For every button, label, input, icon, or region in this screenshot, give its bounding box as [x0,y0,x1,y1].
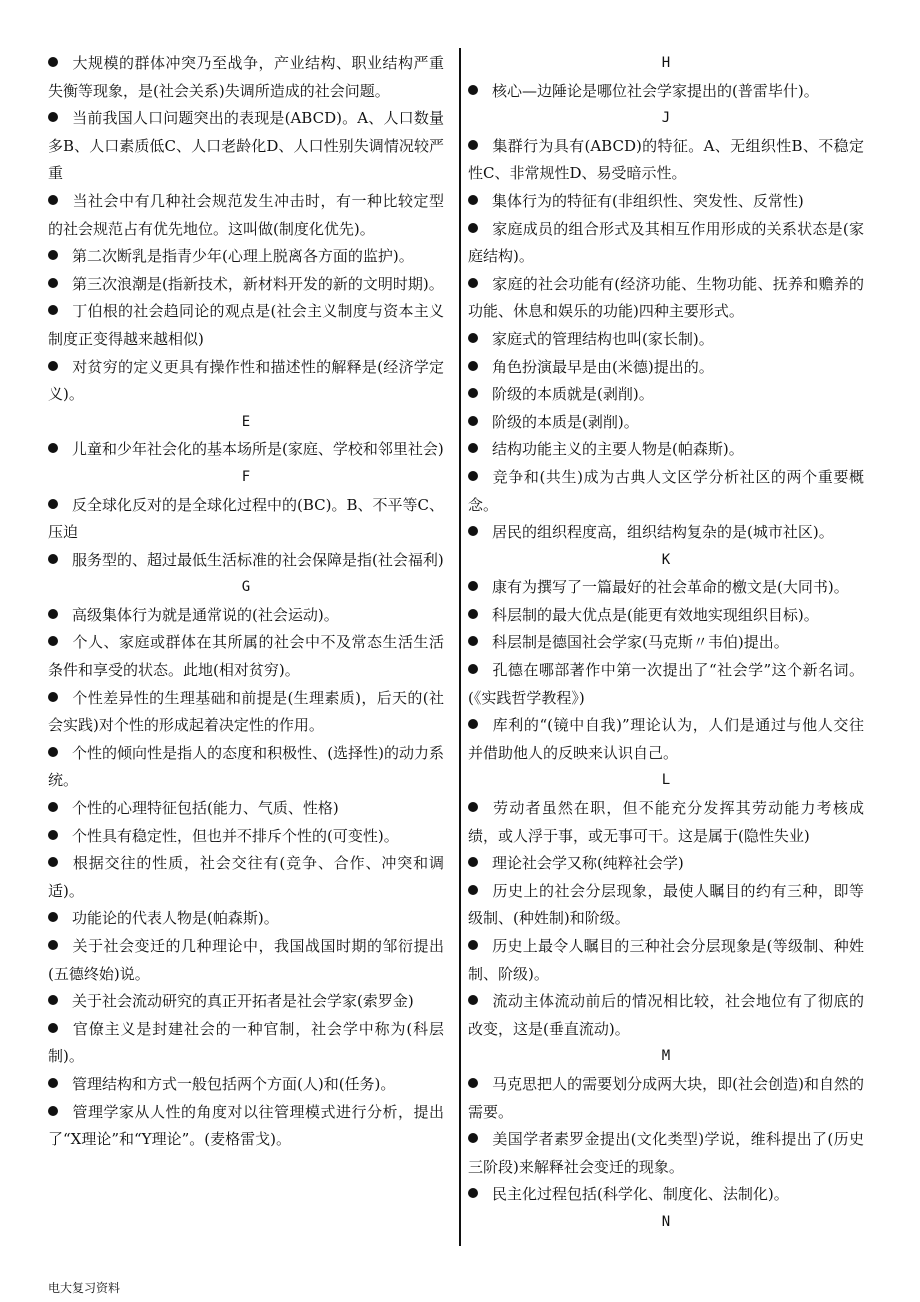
list-item [48,602,444,630]
list-item [48,271,444,299]
list-item [48,933,444,988]
bullet-icon [468,416,478,426]
list-item [468,78,864,106]
list-item [468,464,864,519]
list-item [468,988,864,1043]
bullet-icon [468,140,478,150]
bullet-icon [468,636,478,646]
list-item-text: 根据交往的性质，社会交往有(竞争、合作、冲突和调适)。 [48,854,444,900]
bullet-icon [468,609,478,619]
list-item-text: 历史上的社会分层现象，最使人瞩目的约有三种，即等级制、(种姓制)和阶级。 [468,881,864,928]
list-item [48,298,444,353]
bullet-icon [468,85,478,95]
list-item [468,354,864,382]
list-item-text: 高级集体行为就是通常说的(社会运动)。 [72,605,339,624]
bullet-icon [468,195,478,205]
bullet-icon [468,361,478,371]
right-column [468,50,864,1237]
list-item [48,1016,444,1071]
list-item [468,188,864,216]
list-item [468,933,864,988]
list-item [468,381,864,409]
list-item-text: 反全球化反对的是全球化过程中的(BC)。B、不平等C、压迫 [48,495,444,542]
list-item [468,1126,864,1181]
list-item-text: 康有为撰写了一篇最好的社会革命的檄文是(大同书)。 [492,578,849,597]
bullet-icon [468,526,478,536]
list-item [468,326,864,354]
list-item [468,795,864,850]
bullet-icon [48,554,58,564]
bullet-icon [48,361,58,371]
bullet-icon [48,802,58,812]
left-column [48,50,444,1154]
list-item-text: 马克思把人的需要划分成两大块，即(社会创造)和自然的需要。 [468,1074,864,1121]
list-item [48,629,444,684]
list-item-text: 管理结构和方式一般包括两个方面(人)和(任务)。 [72,1074,396,1093]
list-item [468,216,864,271]
list-item-text: 理论社会学又称(纯粹社会学) [492,854,684,873]
list-item-text: 科层制是德国社会学家(马克斯〃韦伯)提出。 [492,633,789,652]
bullet-icon [468,857,478,867]
bullet-icon [48,112,58,122]
list-item-text: 个性差异性的生理基础和前提是(生理素质)，后天的(社会实践)对个性的形成起着决定性的作用。 [48,688,444,735]
section-letter: G [241,579,251,596]
section-letter: L [661,772,671,789]
bullet-icon [468,388,478,398]
list-item-text: 阶级的本质就是(剥削)。 [492,385,654,404]
list-item [48,243,444,271]
section-letter: H [661,55,671,71]
list-item [468,271,864,326]
bullet-icon [48,1106,58,1116]
bullet-icon [48,278,58,288]
list-item [468,657,864,712]
list-item-text: 儿童和少年社会化的基本场所是(家庭、学校和邻里社会) [72,440,444,459]
bullet-icon [48,195,58,205]
section-letter: J [661,110,671,127]
list-item-text: 丁伯根的社会趋同论的观点是(社会主义制度与资本主义制度正变得越来越相似) [48,302,444,348]
footer-text: 电大复习资料 [48,1281,121,1295]
list-item [48,50,444,105]
bullet-icon [48,305,58,315]
bullet-icon [468,885,478,895]
list-item [468,850,864,878]
list-item [468,409,864,437]
list-item-text: 当前我国人口问题突出的表现是(ABCD)。A、人口数量多B、人口素质低C、人口老龄化D、人口性别失调情况较严重 [48,109,444,183]
bullet-icon [468,940,478,950]
section-letter: M [661,1048,671,1065]
section-letter: F [241,468,251,485]
bullet-icon [468,1078,478,1088]
list-item-text: 角色扮演最早是由(米德)提出的。 [492,357,714,376]
list-item [468,878,864,933]
bullet-icon [48,692,58,702]
bullet-icon [468,1188,478,1198]
bullet-icon [48,250,58,260]
list-item-text: 劳动者虽然在职，但不能充分发挥其劳动能力考核成绩，或人浮于事，或无事可干。这是属于(隐性失业) [468,799,864,845]
list-item-text: 孔德在哪部著作中第一次提出了“社会学”这个新名词。(《实践哲学教程》) [468,661,864,707]
bullet-icon [48,912,58,922]
list-item-text: 阶级的本质是(剥削)。 [492,412,639,431]
list-item-text: 大规模的群体冲突乃至战争，产业结构、职业结构严重失衡等现象，是(社会关系)失调所造成的社会问题。 [48,54,444,100]
bullet-icon [48,1078,58,1088]
list-item-text: 对贫穷的定义更具有操作性和描述性的解释是(经济学定义)。 [48,357,444,404]
bullet-icon [468,333,478,343]
bullet-icon [468,223,478,233]
list-item-text: 第三次浪潮是(指新技术，新材料开发的新的文明时期)。 [72,274,444,293]
list-item-text: 家庭式的管理结构也叫(家长制)。 [492,329,714,348]
list-item-text: 官僚主义是封建社会的一种官制，社会学中称为(科层制)。 [48,1019,444,1066]
list-item-text: 美国学者素罗金提出(文化类型)学说，维科提出了(历史三阶段)来解释社会变迁的现象。 [468,1130,864,1176]
list-item [468,1181,864,1209]
list-item-text: 功能论的代表人物是(帕森斯)。 [72,909,279,928]
list-item [468,712,864,767]
list-item-text: 个性的倾向性是指人的态度和积极性、(选择性)的动力系统。 [48,743,444,790]
list-item-text: 当社会中有几种社会规范发生冲击时，有一种比较定型的社会规范占有优先地位。这叫做(制度化优先)。 [48,191,444,238]
list-item-text: 家庭成员的组合形式及其相互作用形成的关系状态是(家庭结构)。 [468,219,864,266]
list-item [48,1071,444,1099]
list-item [48,188,444,243]
list-item [48,1099,444,1154]
list-item [468,436,864,464]
bullet-icon [48,940,58,950]
list-item [468,1071,864,1126]
list-item-text: 历史上最令人瞩目的三种社会分层现象是(等级制、种姓制、阶级)。 [468,937,864,983]
list-item [48,685,444,740]
list-item-text: 第二次断乳是指青少年(心理上脱离各方面的监护)。 [72,247,414,266]
list-item [48,823,444,851]
list-item-text: 关于社会变迁的几种理论中，我国战国时期的邹衍提出(五德终始)说。 [48,937,444,983]
list-item-text: 流动主体流动前后的情况相比较，社会地位有了彻底的改变，这是(垂直流动)。 [468,992,864,1038]
bullet-icon [468,664,478,674]
list-item [468,602,864,630]
bullet-icon [468,471,478,481]
bullet-icon [48,830,58,840]
list-item [48,740,444,795]
list-item-text: 个性的心理特征包括(能力、气质、性格) [72,799,339,818]
list-item-text: 集体行为的特征有(非组织性、突发性、反常性) [492,191,804,210]
list-item-text: 库利的“(镜中自我)”理论认为，人们是通过与他人交往并借助他人的反映来认识自己。 [468,716,864,762]
list-item-text: 集群行为具有(ABCD)的特征。A、无组织性B、不稳定性C、非常规性D、易受暗示性。 [468,136,864,183]
list-item-text: 服务型的、超过最低生活标准的社会保障是指(社会福利) [72,550,444,569]
list-item-text: 科层制的最大优点是(能更有效地实现组织目标)。 [492,605,819,624]
list-item-text: 个性具有稳定性，但也并不排斥个性的(可变性)。 [72,826,399,845]
list-item-text: 居民的组织程度高，组织结构复杂的是(城市社区)。 [492,523,834,542]
list-item [468,629,864,657]
list-item-text: 个人、家庭或群体在其所属的社会中不及常态生活生活条件和享受的状态。此地(相对贫穷)。 [48,633,444,680]
list-item-text: 关于社会流动研究的真正开拓者是社会学家(索罗金) [72,992,414,1011]
bullet-icon [48,443,58,453]
list-item [48,905,444,933]
list-item [48,105,444,188]
section-letter: E [241,413,251,430]
bullet-icon [48,636,58,646]
list-item-text: 管理学家从人性的角度对以往管理模式进行分析，提出了“X理论”和“Y理论”。(麦格雷戈)。 [48,1102,444,1149]
list-item [468,133,864,188]
bullet-icon [468,278,478,288]
list-item-text: 民主化过程包括(科学化、制度化、法制化)。 [492,1185,789,1204]
list-item-text: 核心—边陲论是哪位社会学家提出的(普雷毕什)。 [492,81,819,100]
bullet-icon [48,857,58,867]
list-item-text: 家庭的社会功能有(经济功能、生物功能、抚养和赡养的功能、休息和娱乐的功能)四种主要形式。 [468,274,864,321]
list-item [48,795,444,823]
bullet-icon [468,1133,478,1143]
bullet-icon [468,443,478,453]
section-letter: N [661,1213,671,1230]
bullet-icon [48,1023,58,1033]
bullet-icon [468,802,478,812]
bullet-icon [468,719,478,729]
list-item [48,354,444,409]
list-item [48,547,444,575]
list-item [48,988,444,1016]
bullet-icon [48,609,58,619]
list-item-text: 结构功能主义的主要人物是(帕森斯)。 [492,440,744,459]
list-item [468,519,864,547]
bullet-icon [48,57,58,67]
list-item [48,850,444,905]
list-item [48,492,444,547]
bullet-icon [468,995,478,1005]
list-item [48,436,444,464]
bullet-icon [48,747,58,757]
list-item-text: 竞争和(共生)成为古典人文区学分析社区的两个重要概念。 [468,467,864,514]
bullet-icon [468,581,478,591]
section-letter: K [661,551,671,568]
bullet-icon [48,995,58,1005]
column-divider [459,48,461,1246]
bullet-icon [48,499,58,509]
list-item [468,574,864,602]
